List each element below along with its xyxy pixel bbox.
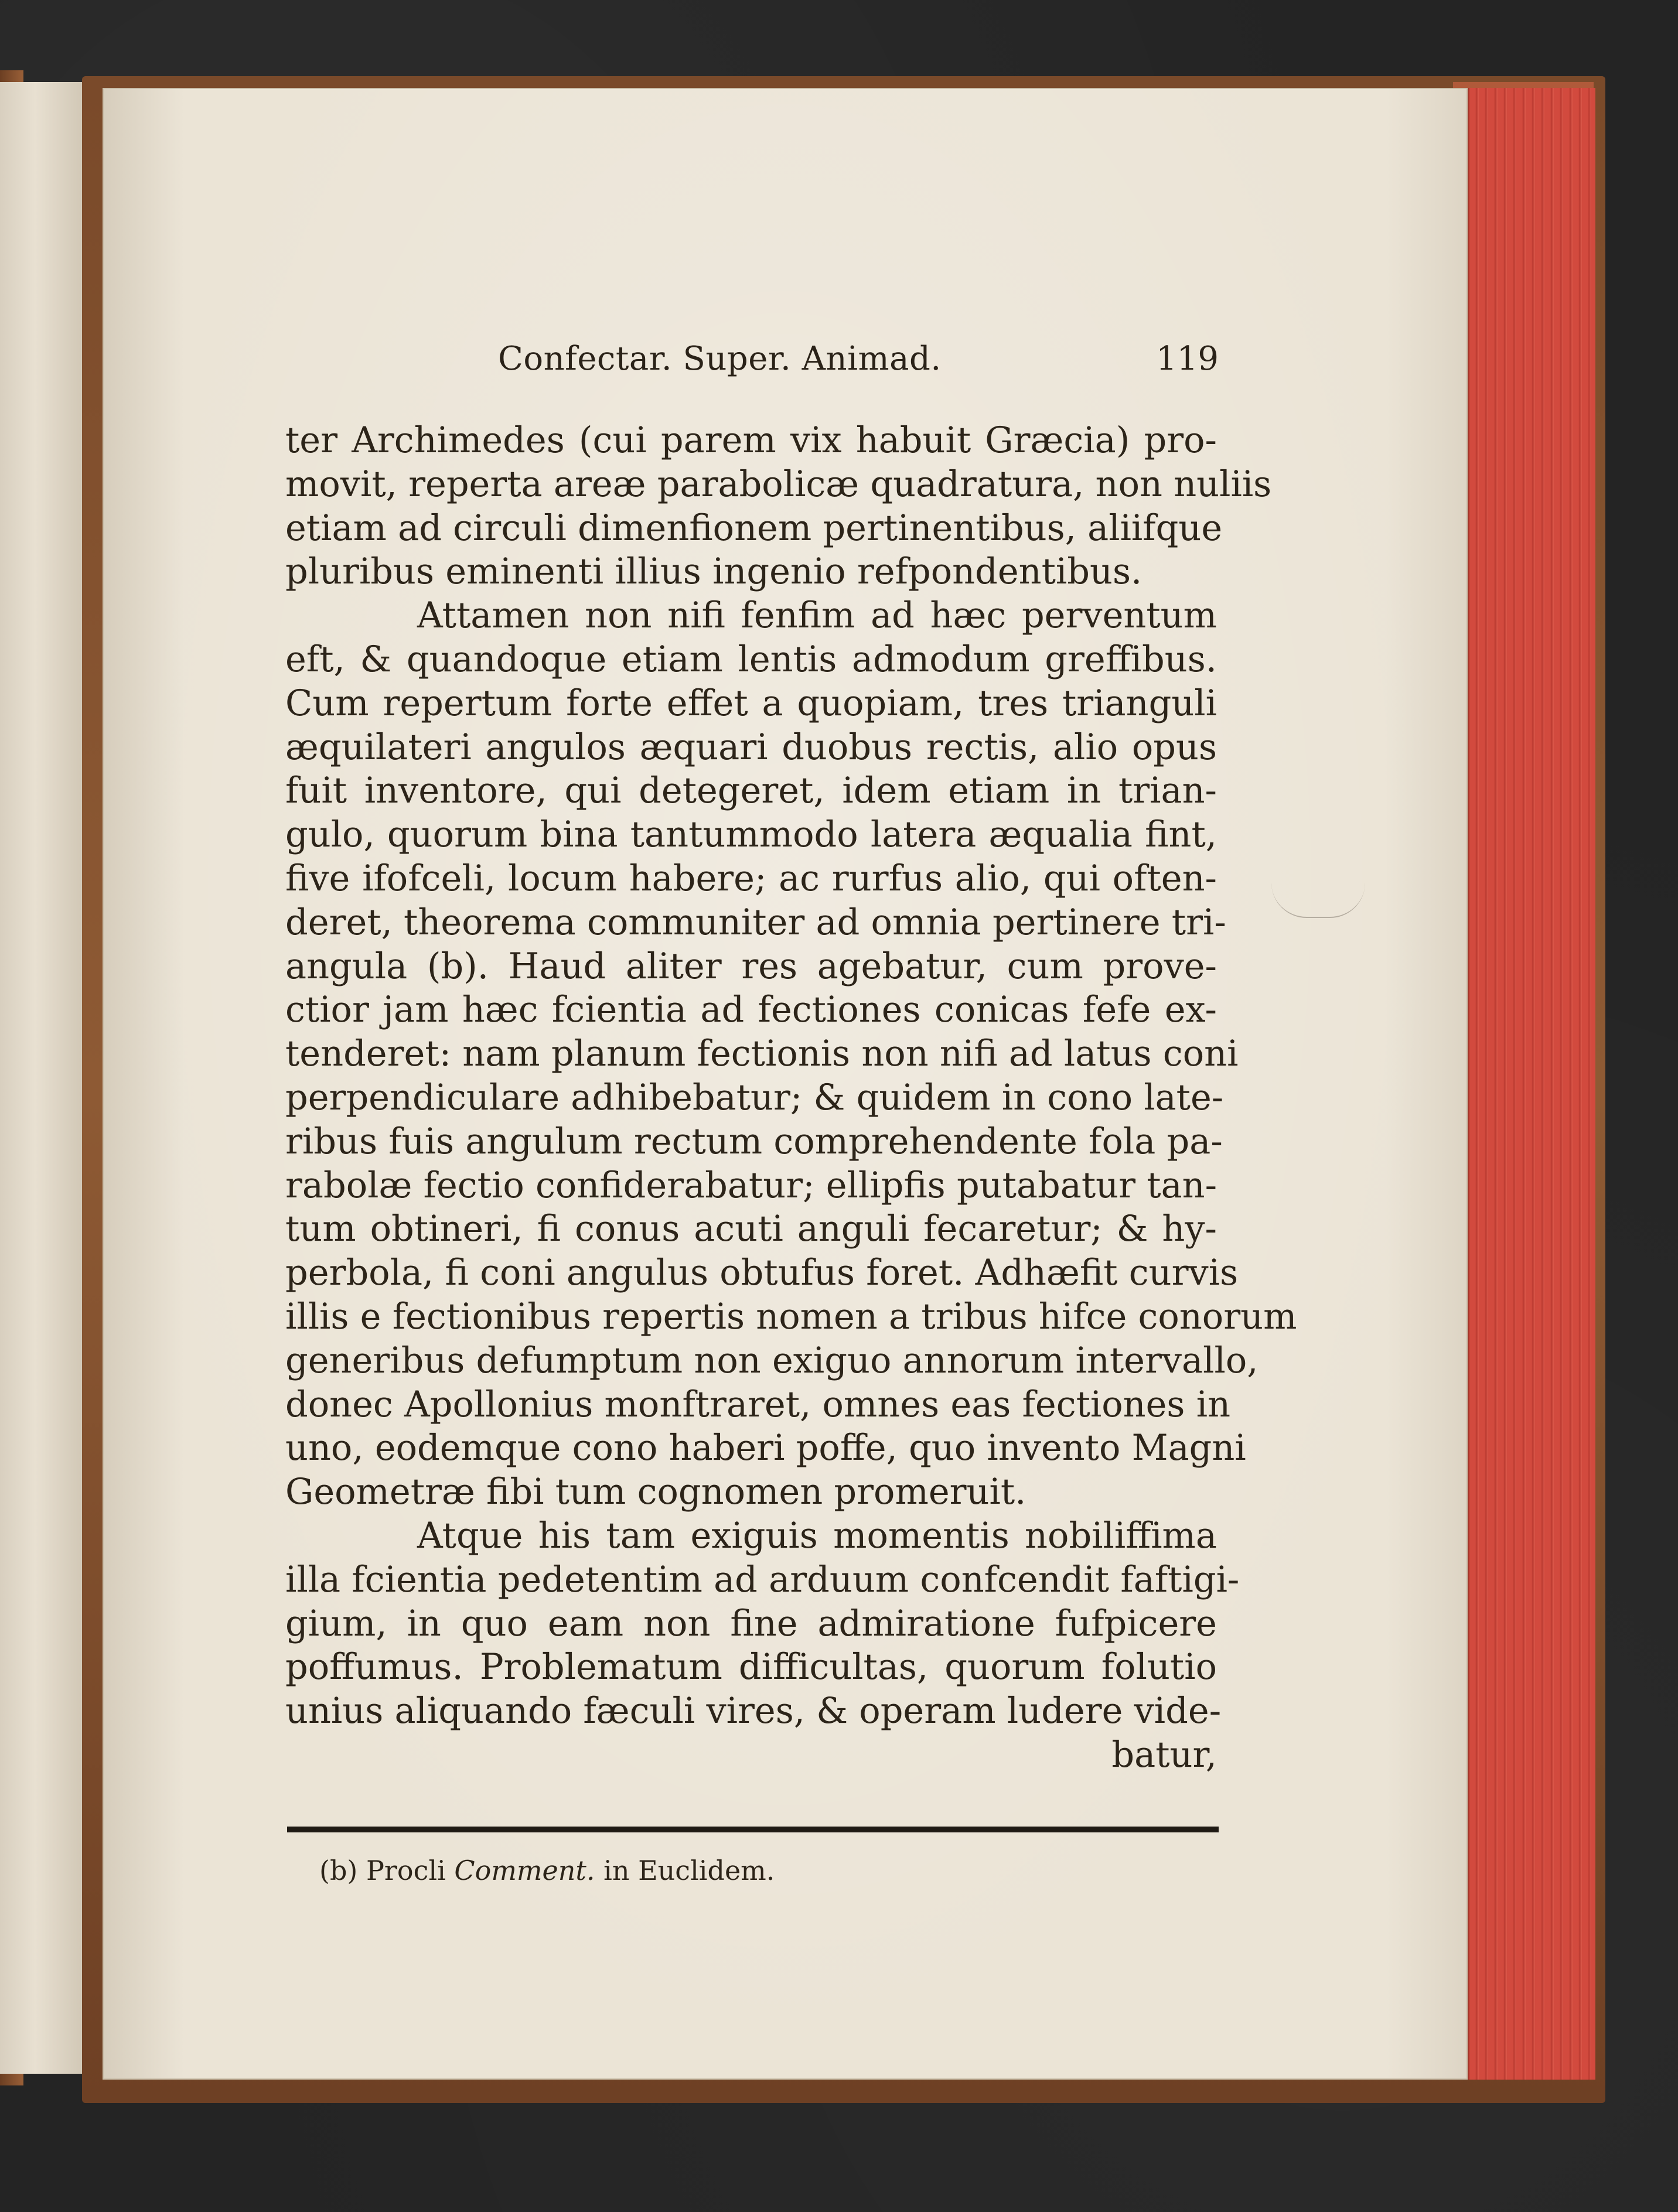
text-line: æquilateri angulos æquari duobus rectis, alio opus — [285, 726, 1217, 768]
text-line: movit, reperta areæ parabolicæ quadratura, non nuliis — [285, 463, 1272, 505]
text-line: eft, & quandoque etiam lentis admodum greffibus. — [285, 639, 1217, 680]
text-line: tum obtineri, fi conus acuti anguli fecaretur; & hy- — [285, 1209, 1217, 1250]
footnote-marker: (b) — [319, 1855, 358, 1886]
text-line: Geometræ fibi tum cognomen promeruit. — [285, 1472, 1026, 1513]
text-line: illis e fectionibus repertis nomen a tribus hifce conorum — [285, 1296, 1297, 1337]
red-fore-edge — [1468, 88, 1595, 2080]
text-line: fuit inventore, qui detegeret, idem etiam in trian- — [285, 770, 1217, 812]
footnote-work: Comment. — [454, 1855, 595, 1886]
footnote-author: Procli — [366, 1855, 446, 1886]
page-number: 119 — [1156, 340, 1219, 378]
text-line: gium, in quo eam non fine admiratione fufpicere — [285, 1603, 1217, 1644]
text-line: ribus fuis angulum rectum comprehendente fola pa- — [285, 1121, 1223, 1162]
text-line: tenderet: nam planum fectionis non nifi ad latus coni — [285, 1033, 1239, 1075]
facing-page-edge — [0, 82, 91, 2074]
text-line: poffumus. Problematum difficultas, quorum folutio — [285, 1647, 1217, 1688]
text-line: rabolæ fectio confiderabatur; ellipfis putabatur tan- — [285, 1165, 1217, 1206]
footnote — [319, 1855, 775, 1886]
text-line: illa fcientia pedetentim ad arduum confcendit faftigi- — [285, 1559, 1240, 1600]
text-line: angula (b). Haud aliter res agebatur, cum prove- — [285, 945, 1217, 987]
text-line: etiam ad circuli dimenfionem pertinentibus, aliifque — [285, 507, 1223, 549]
text-line: gulo, quorum bina tantummodo latera æqualia fint, — [285, 814, 1217, 856]
body-text — [285, 419, 1297, 1777]
text-line: perbola, fi coni angulus obtufus foret. Adhæfit curvis — [285, 1252, 1239, 1294]
text-line: donec Apollonius monftraret, omnes eas fectiones in — [285, 1384, 1231, 1425]
text-line: Cum repertum forte effet a quopiam, tres trianguli — [285, 682, 1217, 724]
text-line: unius aliquando fæculi vires, & operam ludere vide- — [285, 1691, 1222, 1732]
page-header — [498, 340, 1219, 387]
text-line: ctior jam hæc fcientia ad fectiones conicas fefe ex- — [285, 989, 1217, 1031]
text-line: ter Archimedes (cui parem vix habuit Græcia) pro- — [285, 420, 1217, 461]
text-line: deret, theorema communiter ad omnia pertinere tri- — [285, 902, 1226, 943]
text-line: generibus defumptum non exiguo annorum intervallo, — [285, 1340, 1258, 1381]
text-line: pluribus eminenti illius ingenio refpondentibus. — [285, 551, 1142, 593]
text-line: five ifofceli, locum habere; ac rurfus alio, qui often- — [285, 858, 1217, 899]
text-line: perpendiculare adhibebatur; & quidem in cono late- — [285, 1077, 1224, 1118]
text-line: uno, eodemque cono haberi poffe, quo invento Magni — [285, 1428, 1246, 1469]
running-title: Confectar. Super. Animad. — [498, 340, 942, 378]
footnote-rest: in Euclidem. — [603, 1855, 775, 1886]
text-line: Attamen non nifi fenfim ad hæc perventum — [417, 595, 1217, 637]
footnote-rule — [287, 1827, 1219, 1832]
text-line: Atque his tam exiguis momentis nobiliffima — [417, 1515, 1217, 1556]
catchword: batur, — [1111, 1734, 1217, 1776]
